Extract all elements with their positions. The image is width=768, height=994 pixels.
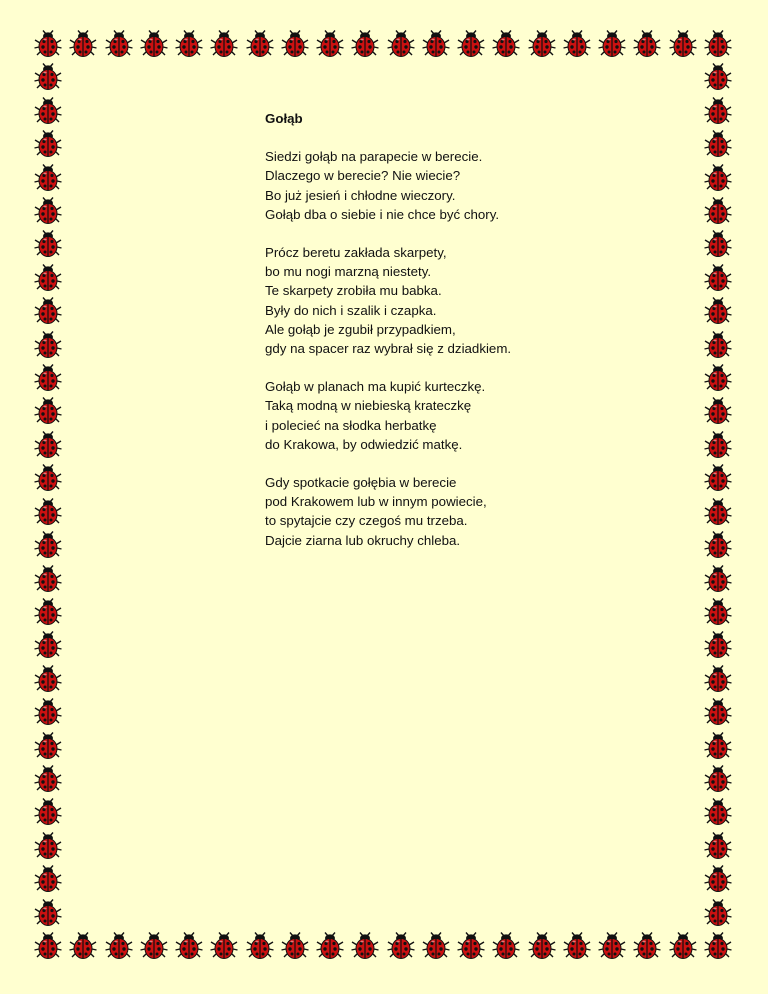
ladybug-icon (704, 732, 732, 760)
ladybug-icon (704, 297, 732, 325)
poem-line: Gołąb w planach ma kupić kurteczkę. (265, 379, 486, 395)
ladybug-icon (528, 30, 556, 58)
ladybug-icon (351, 30, 379, 58)
ladybug-icon (34, 63, 62, 91)
ladybug-icon (598, 30, 626, 58)
poem-line: Prócz beretu zakłada skarpety, (265, 245, 447, 261)
ladybug-icon (563, 932, 591, 960)
ladybug-icon (316, 932, 344, 960)
poem-line: Dlaczego w berecie? Nie wiecie? (265, 168, 461, 184)
ladybug-icon (704, 865, 732, 893)
ladybug-icon (704, 130, 732, 158)
ladybug-icon (704, 364, 732, 392)
ladybug-icon (34, 698, 62, 726)
ladybug-icon (704, 30, 732, 58)
ladybug-icon (69, 932, 97, 960)
ladybug-icon (457, 932, 485, 960)
ladybug-icon (105, 30, 133, 58)
poem-line: i polecieć na słodka herbatkę (265, 417, 437, 433)
ladybug-icon (34, 865, 62, 893)
poem (265, 109, 685, 569)
ladybug-icon (34, 531, 62, 559)
ladybug-icon (34, 631, 62, 659)
ladybug-icon (34, 197, 62, 225)
ladybug-icon (669, 932, 697, 960)
ladybug-icon (387, 30, 415, 58)
ladybug-icon (34, 565, 62, 593)
ladybug-icon (422, 932, 450, 960)
ladybug-icon (704, 498, 732, 526)
ladybug-icon (387, 932, 415, 960)
ladybug-icon (422, 30, 450, 58)
ladybug-icon (34, 431, 62, 459)
poem-line: to spytajcie czy czegoś mu trzeba. (265, 513, 468, 529)
ladybug-icon (669, 30, 697, 58)
ladybug-icon (34, 264, 62, 292)
poem-line: Te skarpety zrobiła mu babka. (265, 283, 442, 299)
ladybug-icon (34, 297, 62, 325)
ladybug-icon (316, 30, 344, 58)
ladybug-icon (34, 164, 62, 192)
ladybug-icon (704, 464, 732, 492)
ladybug-icon (704, 230, 732, 258)
ladybug-icon (704, 932, 732, 960)
ladybug-icon (704, 431, 732, 459)
poem-line: Dajcie ziarna lub okruchy chleba. (265, 532, 461, 548)
ladybug-icon (704, 598, 732, 626)
ladybug-icon (34, 665, 62, 693)
ladybug-icon (34, 765, 62, 793)
ladybug-icon (34, 932, 62, 960)
ladybug-icon (34, 30, 62, 58)
poem-line: Gdy spotkacie gołębia w berecie (265, 475, 457, 491)
ladybug-icon (704, 665, 732, 693)
ladybug-icon (34, 598, 62, 626)
stanza-1 (265, 147, 685, 224)
poem-line: do Krakowa, by odwiedzić matkę. (265, 436, 463, 452)
ladybug-icon (704, 97, 732, 125)
ladybug-icon (492, 30, 520, 58)
ladybug-icon (281, 932, 309, 960)
ladybug-icon (351, 932, 379, 960)
ladybug-icon (704, 832, 732, 860)
poem-line: Bo już jesień i chłodne wieczory. (265, 187, 456, 203)
ladybug-icon (69, 30, 97, 58)
ladybug-icon (457, 30, 485, 58)
stanza-4 (265, 473, 685, 550)
ladybug-icon (34, 397, 62, 425)
poem-line: bo mu nogi marzną niestety. (265, 264, 432, 280)
ladybug-icon (563, 30, 591, 58)
stanza-3 (265, 377, 685, 454)
ladybug-icon (633, 932, 661, 960)
ladybug-icon (246, 30, 274, 58)
ladybug-icon (704, 531, 732, 559)
ladybug-icon (34, 464, 62, 492)
ladybug-icon (704, 899, 732, 927)
ladybug-icon (704, 264, 732, 292)
ladybug-icon (34, 230, 62, 258)
ladybug-icon (34, 130, 62, 158)
ladybug-icon (140, 932, 168, 960)
ladybug-icon (175, 932, 203, 960)
ladybug-icon (492, 932, 520, 960)
ladybug-icon (704, 164, 732, 192)
ladybug-icon (246, 932, 274, 960)
ladybug-icon (598, 932, 626, 960)
ladybug-icon (704, 397, 732, 425)
ladybug-icon (34, 331, 62, 359)
poem-line: gdy na spacer raz wybrał się z dziadkiem. (265, 341, 512, 357)
stanza-2 (265, 243, 685, 358)
ladybug-icon (34, 97, 62, 125)
ladybug-icon (210, 30, 238, 58)
ladybug-icon (704, 798, 732, 826)
poem-title: Gołąb (265, 111, 303, 126)
ladybug-icon (704, 765, 732, 793)
poem-line: Siedzi gołąb na parapecie w berecie. (265, 149, 483, 165)
ladybug-icon (704, 698, 732, 726)
ladybug-icon (34, 732, 62, 760)
ladybug-icon (140, 30, 168, 58)
ladybug-icon (528, 932, 556, 960)
ladybug-icon (704, 565, 732, 593)
ladybug-icon (704, 631, 732, 659)
ladybug-icon (210, 932, 238, 960)
ladybug-icon (105, 932, 133, 960)
ladybug-icon (704, 331, 732, 359)
poem-line: Taką modną w niebieską krateczkę (265, 398, 472, 414)
ladybug-icon (34, 498, 62, 526)
poem-line: Gołąb dba o siebie i nie chce być chory. (265, 206, 500, 222)
ladybug-icon (34, 832, 62, 860)
ladybug-icon (704, 197, 732, 225)
ladybug-icon (633, 30, 661, 58)
ladybug-icon (704, 63, 732, 91)
ladybug-icon (34, 798, 62, 826)
ladybug-icon (281, 30, 309, 58)
poem-line: Były do nich i szalik i czapka. (265, 302, 437, 318)
poem-line: Ale gołąb je zgubił przypadkiem, (265, 321, 456, 337)
poem-line: pod Krakowem lub w innym powiecie, (265, 494, 487, 510)
ladybug-icon (34, 899, 62, 927)
ladybug-icon (175, 30, 203, 58)
ladybug-icon (34, 364, 62, 392)
